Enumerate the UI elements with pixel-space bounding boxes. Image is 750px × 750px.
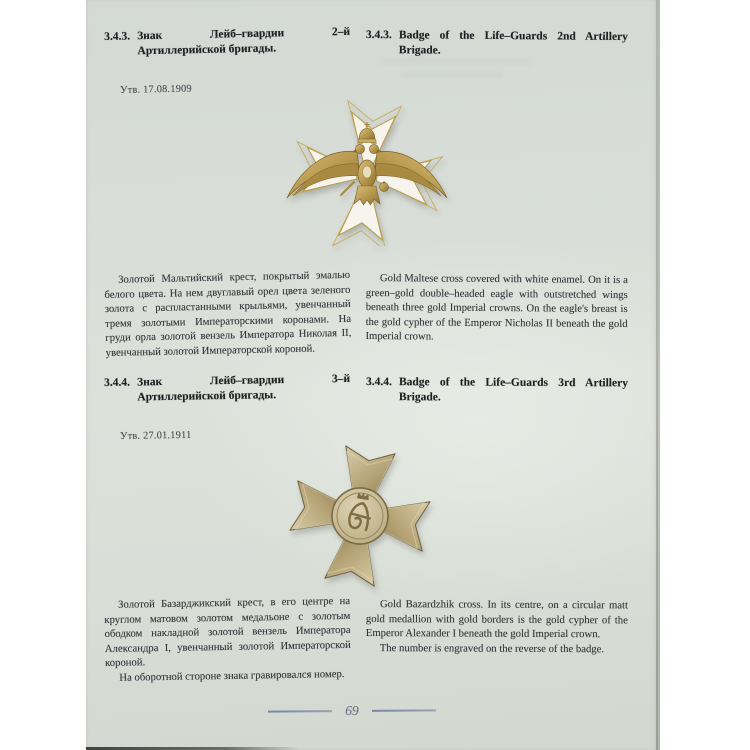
entry-344-body-row: [104, 594, 628, 685]
entry-343-header-row: [104, 25, 628, 60]
paragraph-ru: Золотой Мальтийский крест, покрытый эмалью белого цвета. На нем двуглавый орел цвета зеленого золота с распластанными крыльями, увенчанный тремя золотыми Императорскими коронами. На груди орла золотой вензель Императора Николая II, увенчанный золотой Императорской короной.: [104, 268, 352, 359]
entry-343-body-ru: [104, 268, 352, 360]
entry-344-number-en: 3.4.4.: [365, 376, 392, 389]
paragraph-en: Gold Bazardzhik cross. In its centre, on a circular matt gold medallion with gold borders is the gold cypher of the Emperor Alexander I beneath the gold Imperial crown.: [365, 598, 628, 641]
entry-343-header-en: [366, 28, 628, 60]
entry-343-title-en: Badge of the Life–Guards 2nd Artillery Brigade.: [398, 29, 628, 57]
paragraph-ru: На оборотной стороне знака гравировался номер.: [119, 667, 345, 684]
entry-343-header-ru: [104, 25, 351, 60]
page-number: 69: [345, 702, 359, 719]
page-footer: [65, 701, 639, 721]
ink-bleed-mark: [402, 71, 502, 79]
entry-344-title-en: Badge of the Life–Guards 3rd Artillery Brigade.: [398, 376, 628, 404]
paragraph-ru: Золотой Базарджикский крест, в его центре на круглом матовом золотом медальоне с золотым ободком накладной золотой вензель Императора Александра I, увенчанный золотой Императорской короной.: [104, 594, 351, 669]
entry-343-body-row: [104, 268, 628, 360]
entry-343-number-en: 3.4.3.: [365, 28, 392, 42]
badge-photo-3rd-artillery-bazardzhik-cross-icon: [278, 436, 442, 594]
entry-343-number-ru: 3.4.3.: [104, 30, 131, 43]
entry-344-title-ru: Знак Лейб–гвардии 3–й Артиллерийской бригады.: [137, 372, 351, 404]
entry-344-number-ru: 3.4.4.: [104, 376, 131, 389]
badge-photo-2nd-artillery-maltese-cross-eagle-icon: [282, 94, 452, 246]
entry-343-body-en: [365, 271, 628, 360]
entry-344-header-ru: [104, 372, 350, 406]
footer-rule-right: [372, 710, 436, 712]
book-page: [86, 0, 660, 750]
entry-344-body-ru: [104, 594, 351, 685]
paragraph-en: The number is engraved on the reverse of the badge.: [379, 641, 605, 655]
entry-344-approved-date: Утв. 27.01.1911: [120, 429, 192, 442]
footer-rule-left: [268, 710, 332, 712]
entry-344-body-en: [366, 597, 628, 685]
entry-343-title-ru: Знак Лейб–гвардии 2–й Артиллерийской бригады.: [137, 25, 351, 58]
entry-344-header-row: [104, 372, 628, 406]
entry-343-approved-date: Утв. 17.08.1909: [120, 83, 192, 96]
paragraph-en: Gold Maltese cross covered with white enamel. On it is a green–gold double–headed eagle with outstretched wings beneath three gold Imperial crowns. On the eagle's breast is the gold cypher of the Emperor Nicholas II beneath the gold Imperial crown.: [365, 272, 628, 343]
page-right-edge: [656, 0, 658, 750]
entry-344-header-en: [366, 375, 628, 406]
